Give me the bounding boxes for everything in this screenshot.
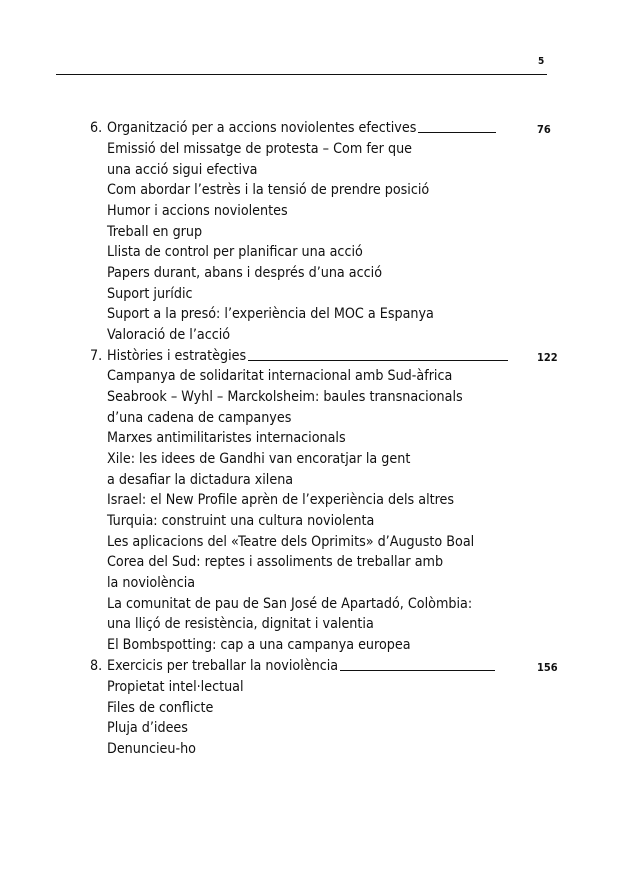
toc-item[interactable]: la noviolència: [107, 575, 196, 591]
toc-item[interactable]: una lliçó de resistència, dignitat i valentia: [107, 616, 374, 632]
toc-item[interactable]: Turquia: construint una cultura noviolenta: [107, 513, 375, 529]
toc-item[interactable]: Propietat intel·lectual: [107, 679, 244, 695]
toc-item[interactable]: Denunciеu-ho: [107, 741, 196, 757]
toc-chapter-7[interactable]: [90, 346, 508, 366]
toc-item[interactable]: Valoració de l’acció: [107, 327, 231, 343]
toc-item[interactable]: Seabrook – Wyhl – Marckolsheim: baules transnacionals: [107, 389, 463, 405]
dot-leader: [248, 346, 508, 361]
dot-leader: [418, 118, 496, 133]
chapter-page-number: 76: [537, 123, 551, 136]
toc-item[interactable]: Pluja d’idees: [107, 720, 188, 736]
chapter-page-number: 156: [537, 661, 558, 674]
toc-item[interactable]: a desafiar la dictadura xilena: [107, 472, 294, 488]
toc-chapter-8[interactable]: [90, 656, 495, 676]
chapter-number: 7.: [90, 348, 103, 364]
toc-item[interactable]: Corea del Sud: reptes i assoliments de treballar amb: [107, 554, 444, 570]
toc-item[interactable]: Llista de control per planificar una acció: [107, 244, 363, 260]
toc-item[interactable]: Papers durant, abans i després d’una acció: [107, 265, 383, 281]
toc-item[interactable]: Suport a la presó: l’experiència del MOC a Espanya: [107, 306, 434, 322]
toc-item[interactable]: Treball en grup: [107, 224, 203, 240]
toc-item[interactable]: Humor i accions noviolentes: [107, 203, 288, 219]
chapter-number: 8.: [90, 658, 103, 674]
toc-item[interactable]: Files de conflicte: [107, 700, 214, 716]
toc-item[interactable]: Campanya de solidaritat internacional amb Sud-àfrica: [107, 368, 453, 384]
toc-item[interactable]: Suport jurídic: [107, 286, 193, 302]
page-number: 5: [538, 56, 545, 67]
toc-item[interactable]: Emissió del missatge de protesta – Com fer que: [107, 141, 413, 157]
toc-chapter-6[interactable]: [90, 118, 496, 138]
chapter-number: 6.: [90, 120, 103, 136]
toc-item[interactable]: Xile: les idees de Gandhi van encoratjar la gent: [107, 451, 411, 467]
toc-item[interactable]: d’una cadena de campanyes: [107, 410, 292, 426]
toc-item[interactable]: Les aplicacions del «Teatre dels Oprimits» d’Augusto Boal: [107, 534, 475, 550]
toc-item[interactable]: una acció sigui efectiva: [107, 162, 258, 178]
toc-item[interactable]: La comunitat de pau de San José de Apartadó, Colòmbia:: [107, 596, 473, 612]
chapter-title: Exercicis per treballar la noviolència: [107, 658, 339, 674]
chapter-title: Organització per a accions noviolentes efectives: [107, 120, 417, 136]
toc-item[interactable]: Com abordar l’estrès i la tensió de prendre posició: [107, 182, 430, 198]
toc-item[interactable]: El Bombspotting: cap a una campanya europea: [107, 637, 411, 653]
dot-leader: [340, 656, 495, 671]
chapter-page-number: 122: [537, 351, 558, 364]
chapter-title: Històries i estratègies: [107, 348, 247, 364]
header-rule: [56, 74, 547, 75]
toc-item[interactable]: Marxes antimilitaristes internacionals: [107, 430, 346, 446]
toc-item[interactable]: Israel: el New Profile aprèn de l’experiència dels altres: [107, 492, 455, 508]
